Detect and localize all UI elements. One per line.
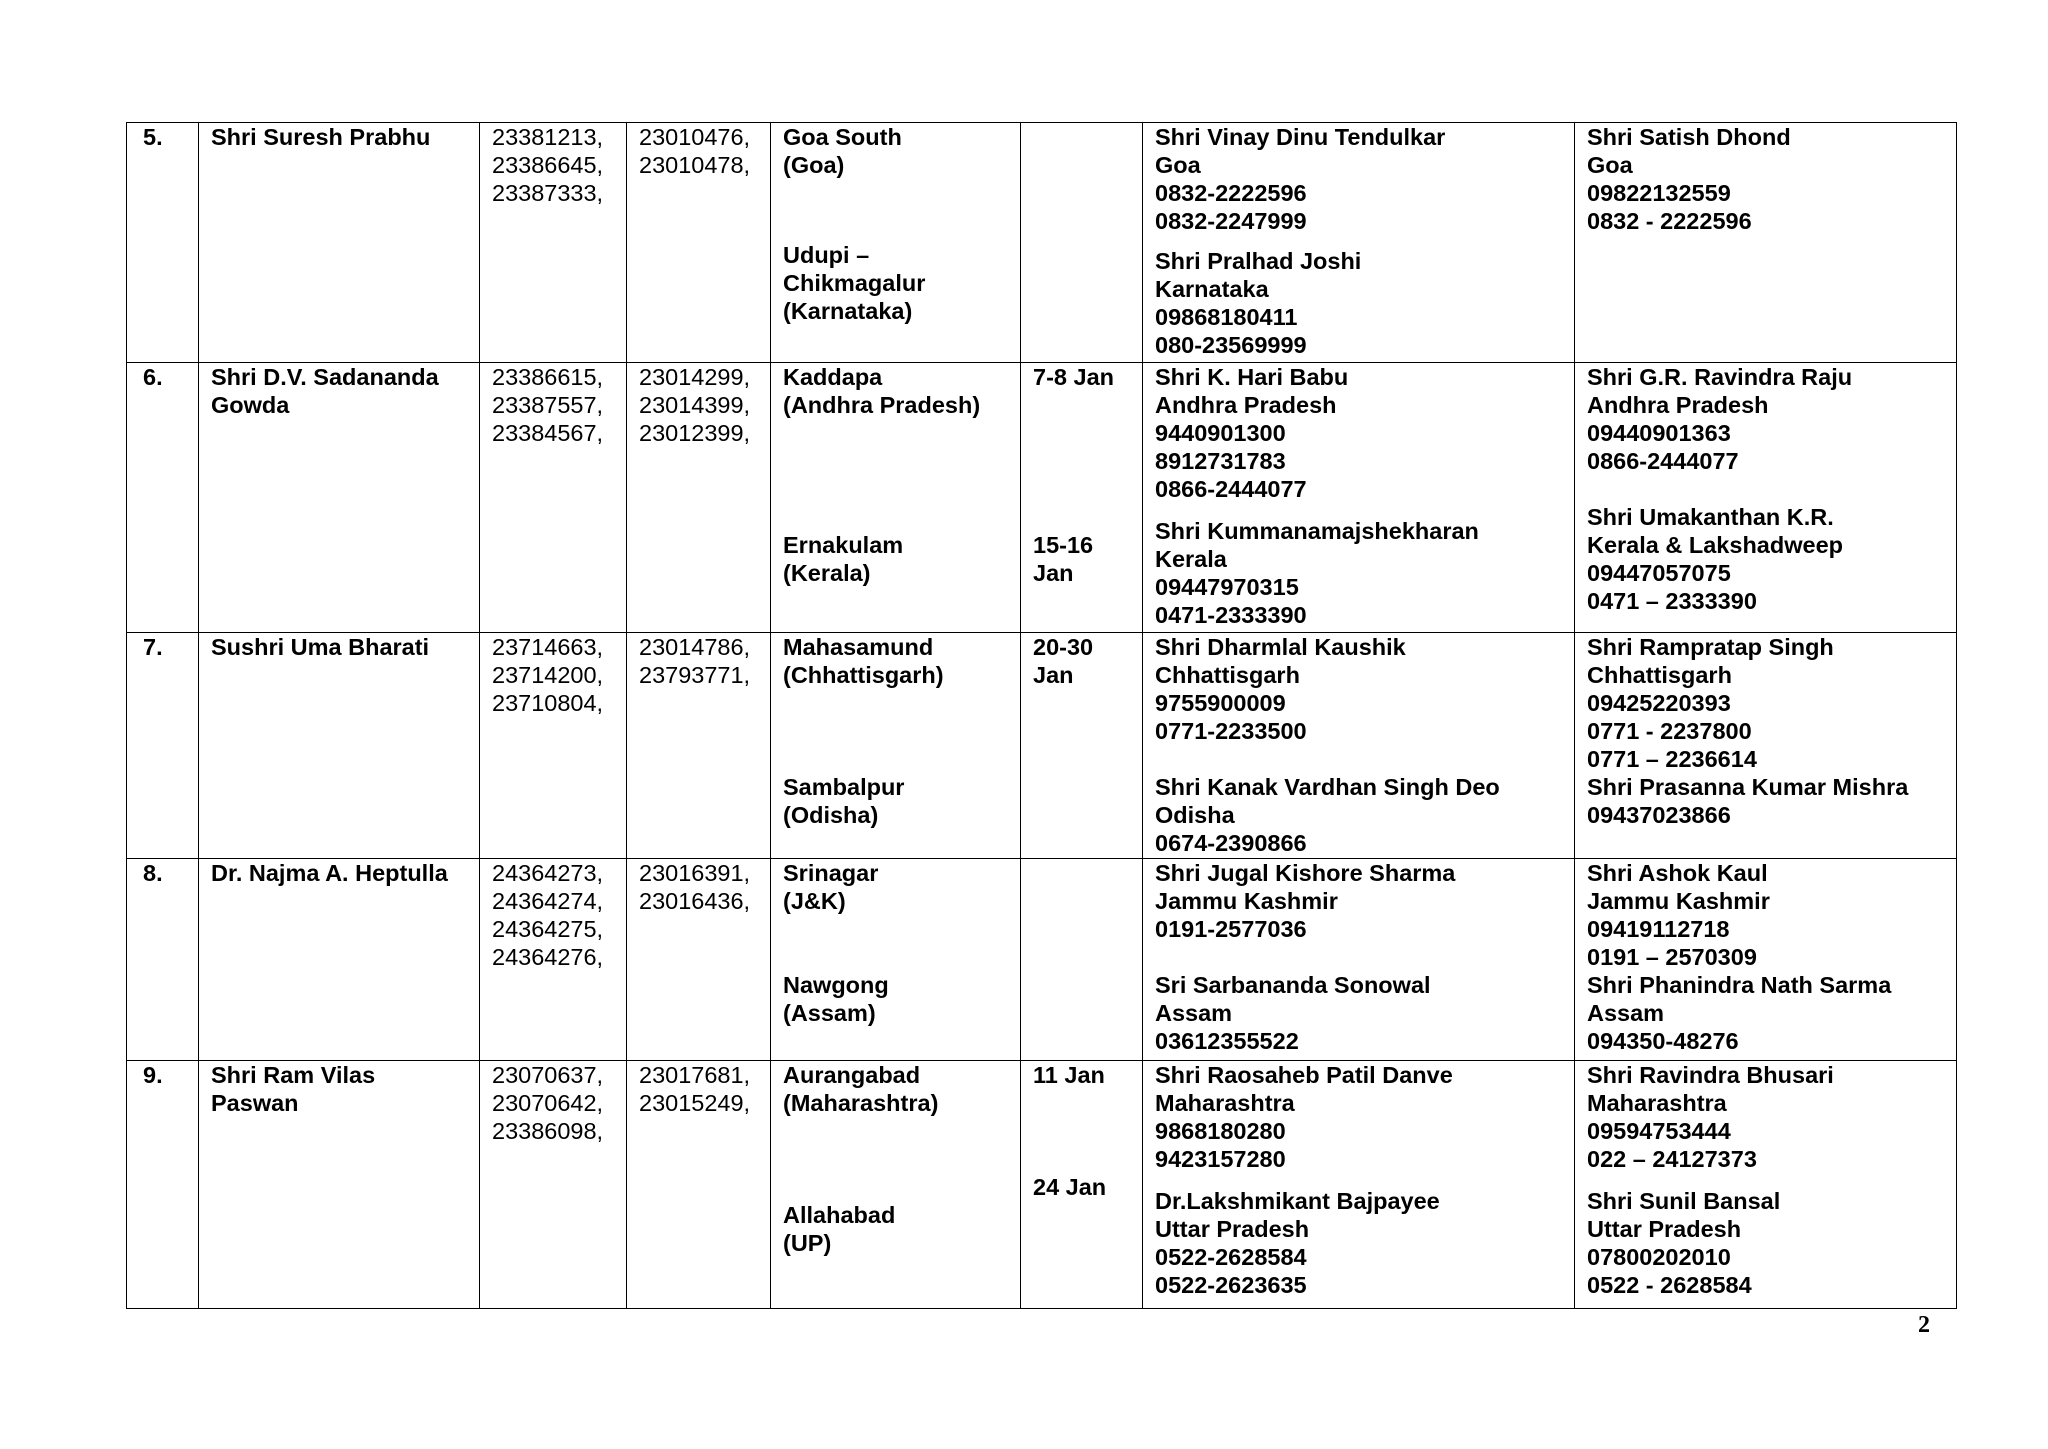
phone-cell xyxy=(627,633,771,859)
phone-cell xyxy=(627,1061,771,1309)
president-state: Uttar Pradesh xyxy=(1587,1216,1742,1242)
serial-number: 6. xyxy=(143,364,163,390)
serial-number: 5. xyxy=(143,124,163,150)
phone-number: 23387557, xyxy=(492,392,604,418)
phone-cell xyxy=(627,859,771,1061)
mp-phone: 0522-2623635 xyxy=(1155,1272,1307,1298)
mp-state: Karnataka xyxy=(1155,276,1269,302)
president-name: Shri Umakanthan K.R. xyxy=(1587,504,1834,530)
constituency-state: (Chhattisgarh) xyxy=(783,662,944,688)
mp-state: Chhattisgarh xyxy=(1155,662,1300,688)
phone-cell xyxy=(480,633,627,859)
phone-number: 23386615, xyxy=(492,364,604,390)
mp-name: Shri Kummanamajshekharan xyxy=(1155,518,1479,544)
phone-number: 23381213, xyxy=(492,124,604,150)
mp-contact-cell xyxy=(1143,363,1575,633)
mp-state: Jammu Kashmir xyxy=(1155,888,1338,914)
mp-contact-cell xyxy=(1143,633,1575,859)
visit-date: 20-30 xyxy=(1033,634,1094,660)
minister-name-cell xyxy=(199,123,480,363)
phone-number: 23386645, xyxy=(492,152,604,178)
table-row xyxy=(127,633,1957,859)
mp-name: Shri Pralhad Joshi xyxy=(1155,248,1362,274)
constituency-state: (Odisha) xyxy=(783,802,879,828)
minister-name: Shri Ram Vilas xyxy=(211,1062,376,1088)
minister-name-cell xyxy=(199,363,480,633)
president-name: Shri Rampratap Singh xyxy=(1587,634,1834,660)
mp-name: Shri Dharmlal Kaushik xyxy=(1155,634,1406,660)
constituency-cell xyxy=(771,123,1021,363)
phone-number: 23010478, xyxy=(639,152,751,178)
mp-phone: 09868180411 xyxy=(1155,304,1298,330)
mp-name: Shri K. Hari Babu xyxy=(1155,364,1349,390)
constituency-name: Sambalpur xyxy=(783,774,905,800)
mp-phone: 0674-2390866 xyxy=(1155,830,1307,856)
president-phone: 0771 - 2237800 xyxy=(1587,718,1752,744)
mp-phone: 09447970315 xyxy=(1155,574,1299,600)
mp-state: Goa xyxy=(1155,152,1201,178)
phone-number: 23384567, xyxy=(492,420,604,446)
table-row xyxy=(127,363,1957,633)
constituency-cell xyxy=(771,859,1021,1061)
mp-state: Kerala xyxy=(1155,546,1227,572)
constituency-name: Srinagar xyxy=(783,860,879,886)
visit-date: 15-16 xyxy=(1033,532,1094,558)
mp-name: Shri Raosaheb Patil Danve xyxy=(1155,1062,1453,1088)
president-phone: 0191 – 2570309 xyxy=(1587,944,1757,970)
minister-name: Gowda xyxy=(211,392,290,418)
visit-date: 24 Jan xyxy=(1033,1174,1107,1200)
mp-contact-cell xyxy=(1143,123,1575,363)
phone-cell xyxy=(480,363,627,633)
serial-number-cell xyxy=(127,123,199,363)
phone-number: 23015249, xyxy=(639,1090,751,1116)
phone-cell xyxy=(480,1061,627,1309)
president-phone: 0522 - 2628584 xyxy=(1587,1272,1752,1298)
minister-name: Paswan xyxy=(211,1090,299,1116)
president-state: Maharashtra xyxy=(1587,1090,1727,1116)
president-state: Andhra Pradesh xyxy=(1587,392,1769,418)
phone-number: 24364273, xyxy=(492,860,604,886)
mp-state: Uttar Pradesh xyxy=(1155,1216,1310,1242)
mp-phone: 9423157280 xyxy=(1155,1146,1286,1172)
mp-phone: 0771-2233500 xyxy=(1155,718,1307,744)
constituency-name: Mahasamund xyxy=(783,634,934,660)
mp-phone: 8912731783 xyxy=(1155,448,1286,474)
constituency-name: Ernakulam xyxy=(783,532,904,558)
president-contact-cell xyxy=(1575,859,1957,1061)
mp-name: Sri Sarbananda Sonowal xyxy=(1155,972,1431,998)
visit-date-cell xyxy=(1021,859,1143,1061)
phone-number: 23017681, xyxy=(639,1062,751,1088)
phone-number: 23710804, xyxy=(492,690,604,716)
mp-phone: 0471-2333390 xyxy=(1155,602,1307,628)
serial-number-cell xyxy=(127,633,199,859)
table-body xyxy=(127,123,1957,1309)
president-phone: 094350-48276 xyxy=(1587,1028,1739,1054)
phone-cell xyxy=(627,363,771,633)
constituency-cell xyxy=(771,1061,1021,1309)
minister-name-cell xyxy=(199,633,480,859)
phone-cell xyxy=(627,123,771,363)
table-row xyxy=(127,859,1957,1061)
mp-name: Shri Kanak Vardhan Singh Deo xyxy=(1155,774,1500,800)
mp-phone: 03612355522 xyxy=(1155,1028,1299,1054)
president-name: Shri Ashok Kaul xyxy=(1587,860,1768,886)
phone-number: 23014299, xyxy=(639,364,751,390)
constituency-name: Kaddapa xyxy=(783,364,883,390)
constituency-state: (Assam) xyxy=(783,1000,876,1026)
mp-phone: 9868180280 xyxy=(1155,1118,1286,1144)
visit-date-cell xyxy=(1021,633,1143,859)
mp-contact-cell xyxy=(1143,1061,1575,1309)
president-phone: 0832 - 2222596 xyxy=(1587,208,1752,234)
president-contact-cell xyxy=(1575,1061,1957,1309)
serial-number: 9. xyxy=(143,1062,163,1088)
president-phone: 09447057075 xyxy=(1587,560,1731,586)
phone-number: 24364274, xyxy=(492,888,604,914)
president-name: Shri Phanindra Nath Sarma xyxy=(1587,972,1892,998)
constituency-state: (Maharashtra) xyxy=(783,1090,939,1116)
constituency-state: (Karnataka) xyxy=(783,298,913,324)
president-contact-cell xyxy=(1575,363,1957,633)
minister-visit-table xyxy=(126,122,1957,1309)
page-number: 2 xyxy=(1918,1312,1930,1338)
phone-number: 23014399, xyxy=(639,392,751,418)
phone-number: 23016436, xyxy=(639,888,751,914)
mp-state: Odisha xyxy=(1155,802,1235,828)
president-phone: 07800202010 xyxy=(1587,1244,1731,1270)
serial-number-cell xyxy=(127,859,199,1061)
constituency-state: (Andhra Pradesh) xyxy=(783,392,981,418)
mp-contact-cell xyxy=(1143,859,1575,1061)
phone-number: 23714663, xyxy=(492,634,604,660)
table-row xyxy=(127,123,1957,363)
constituency-name: Nawgong xyxy=(783,972,889,998)
president-phone: 09440901363 xyxy=(1587,420,1731,446)
phone-number: 23793771, xyxy=(639,662,751,688)
constituency-cell xyxy=(771,363,1021,633)
president-phone: 09594753444 xyxy=(1587,1118,1731,1144)
president-phone: 0471 – 2333390 xyxy=(1587,588,1757,614)
mp-state: Andhra Pradesh xyxy=(1155,392,1337,418)
phone-number: 23387333, xyxy=(492,180,604,206)
president-phone: 09419112718 xyxy=(1587,916,1730,942)
minister-name-cell xyxy=(199,1061,480,1309)
president-state: Chhattisgarh xyxy=(1587,662,1732,688)
phone-number: 24364275, xyxy=(492,916,604,942)
constituency-name: Goa South xyxy=(783,124,902,150)
president-name: Shri Sunil Bansal xyxy=(1587,1188,1781,1214)
mp-name: Shri Jugal Kishore Sharma xyxy=(1155,860,1456,886)
serial-number-cell xyxy=(127,1061,199,1309)
serial-number: 7. xyxy=(143,634,163,660)
table-row xyxy=(127,1061,1957,1309)
minister-name: Dr. Najma A. Heptulla xyxy=(211,860,448,886)
phone-number: 23070642, xyxy=(492,1090,604,1116)
president-name: Shri Satish Dhond xyxy=(1587,124,1791,150)
president-name: Shri Prasanna Kumar Mishra xyxy=(1587,774,1909,800)
visit-date-cell xyxy=(1021,123,1143,363)
mp-phone: 0832-2247999 xyxy=(1155,208,1307,234)
president-phone: 022 – 24127373 xyxy=(1587,1146,1757,1172)
serial-number: 8. xyxy=(143,860,163,886)
visit-date-cell xyxy=(1021,1061,1143,1309)
president-phone: 09425220393 xyxy=(1587,690,1731,716)
mp-phone: 9755900009 xyxy=(1155,690,1286,716)
president-phone: 09437023866 xyxy=(1587,802,1731,828)
minister-name: Shri D.V. Sadananda xyxy=(211,364,439,390)
president-phone: 0866-2444077 xyxy=(1587,448,1739,474)
mp-name: Shri Vinay Dinu Tendulkar xyxy=(1155,124,1446,150)
constituency-state: (J&K) xyxy=(783,888,846,914)
president-phone: 09822132559 xyxy=(1587,180,1731,206)
mp-phone: 0866-2444077 xyxy=(1155,476,1307,502)
phone-number: 23070637, xyxy=(492,1062,604,1088)
phone-number: 23014786, xyxy=(639,634,751,660)
president-state: Jammu Kashmir xyxy=(1587,888,1770,914)
president-phone: 0771 – 2236614 xyxy=(1587,746,1757,772)
visit-date: 7-8 Jan xyxy=(1033,364,1114,390)
constituency-state: (UP) xyxy=(783,1230,832,1256)
president-contact-cell xyxy=(1575,123,1957,363)
constituency-name: Chikmagalur xyxy=(783,270,926,296)
mp-phone: 0522-2628584 xyxy=(1155,1244,1307,1270)
constituency-name: Aurangabad xyxy=(783,1062,921,1088)
visit-date-cell xyxy=(1021,363,1143,633)
constituency-state: (Goa) xyxy=(783,152,845,178)
visit-date: 11 Jan xyxy=(1033,1062,1105,1088)
president-contact-cell xyxy=(1575,633,1957,859)
mp-phone: 9440901300 xyxy=(1155,420,1286,446)
serial-number-cell xyxy=(127,363,199,633)
phone-number: 23016391, xyxy=(639,860,751,886)
phone-number: 24364276, xyxy=(492,944,604,970)
visit-date: Jan xyxy=(1033,560,1074,586)
phone-cell xyxy=(480,123,627,363)
mp-phone: 0832-2222596 xyxy=(1155,180,1307,206)
mp-phone: 0191-2577036 xyxy=(1155,916,1307,942)
constituency-cell xyxy=(771,633,1021,859)
phone-number: 23714200, xyxy=(492,662,604,688)
mp-name: Dr.Lakshmikant Bajpayee xyxy=(1155,1188,1440,1214)
constituency-state: (Kerala) xyxy=(783,560,871,586)
visit-date: Jan xyxy=(1033,662,1074,688)
mp-state: Assam xyxy=(1155,1000,1233,1026)
president-state: Kerala & Lakshadweep xyxy=(1587,532,1843,558)
phone-number: 23010476, xyxy=(639,124,751,150)
phone-cell xyxy=(480,859,627,1061)
president-state: Goa xyxy=(1587,152,1633,178)
mp-state: Maharashtra xyxy=(1155,1090,1295,1116)
president-name: Shri G.R. Ravindra Raju xyxy=(1587,364,1853,390)
phone-number: 23386098, xyxy=(492,1118,604,1144)
minister-name: Sushri Uma Bharati xyxy=(211,634,430,660)
president-state: Assam xyxy=(1587,1000,1665,1026)
minister-name-cell xyxy=(199,859,480,1061)
minister-name: Shri Suresh Prabhu xyxy=(211,124,431,150)
president-name: Shri Ravindra Bhusari xyxy=(1587,1062,1834,1088)
constituency-name: Udupi – xyxy=(783,242,870,268)
constituency-name: Allahabad xyxy=(783,1202,896,1228)
phone-number: 23012399, xyxy=(639,420,751,446)
mp-phone: 080-23569999 xyxy=(1155,332,1307,358)
